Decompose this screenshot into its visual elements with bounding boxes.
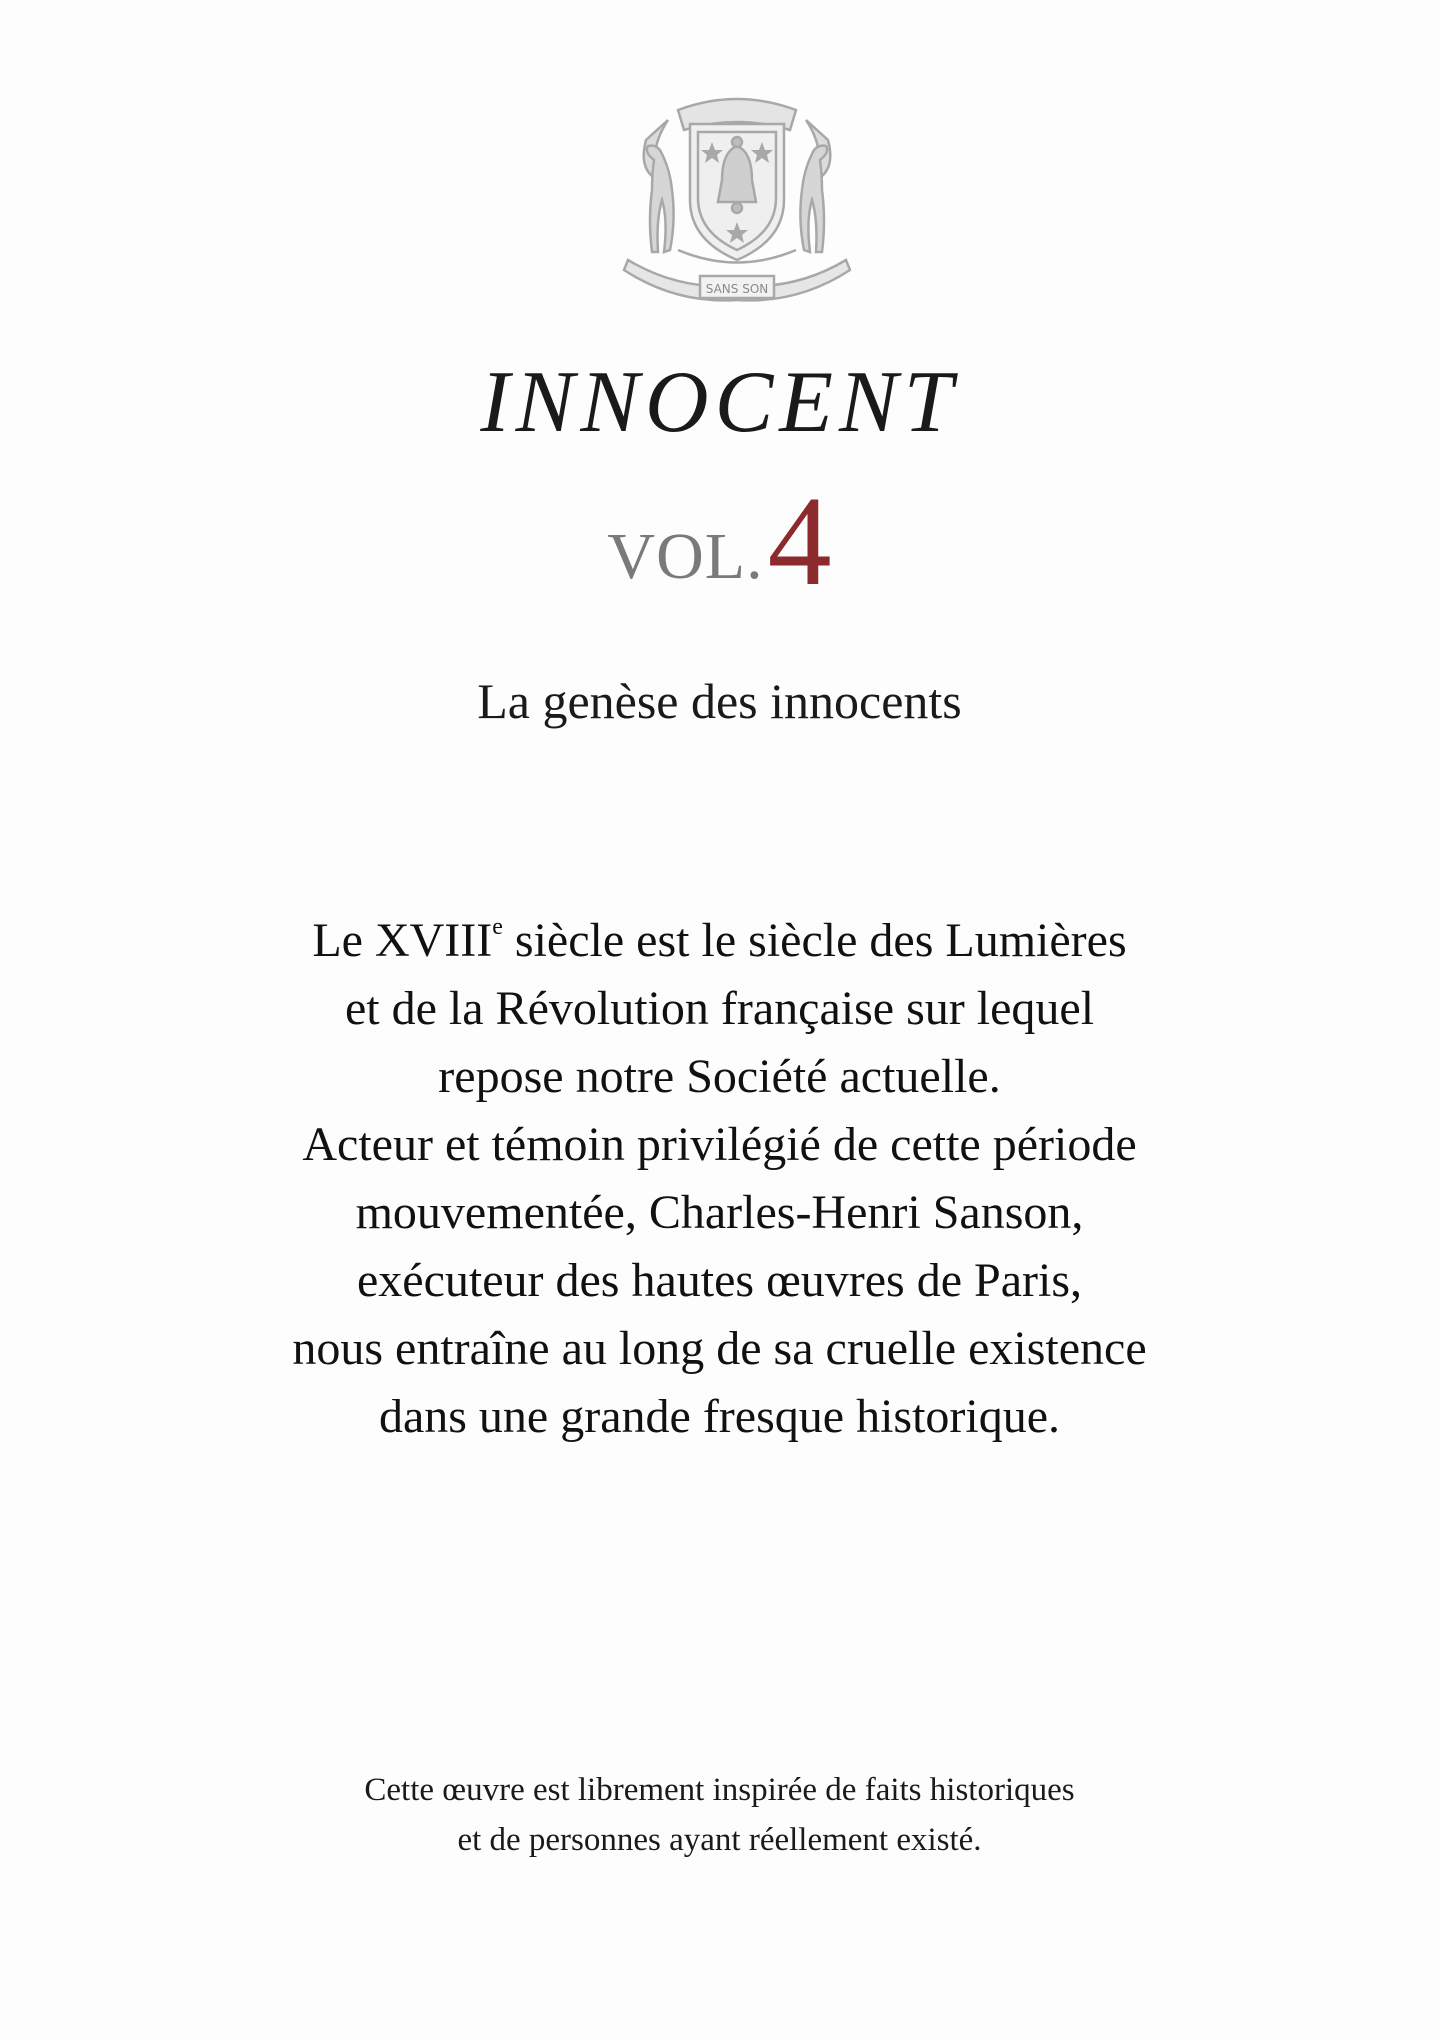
synopsis-line: mouvementée, Charles-Henri Sanson, [355,1186,1084,1239]
synopsis-line: exécuteur des hautes œuvres de Paris, [356,1254,1083,1307]
volume-label: VOL. [607,520,764,593]
synopsis-line: nous entraîne au long de sa cruelle existence [292,1322,1147,1375]
disclaimer [0,1765,1439,1865]
synopsis-line: et de la Révolution française sur lequel [344,982,1095,1035]
disclaimer-line: et de personnes ayant réellement existé. [457,1822,982,1858]
volume-subtitle: La genèse des innocents [477,673,962,729]
book-title: INNOCENT [480,354,959,451]
coat-of-arms-icon [618,90,856,312]
synopsis-line [0,907,1439,975]
crest-motto: SANS SON [705,282,769,296]
synopsis-line: repose notre Société actuelle. [438,1050,1001,1103]
synopsis-line: Acteur et témoin privilégié de cette période [302,1118,1137,1171]
century-superscript: e [492,914,503,940]
volume-number: 4 [767,470,832,612]
synopsis-line-start: Le XVIII [312,914,493,967]
synopsis [0,907,1439,1451]
disclaimer-line: Cette œuvre est librement inspirée de faits historiques [364,1772,1075,1808]
synopsis-line-end: siècle est le siècle des Lumières [502,914,1127,967]
synopsis-line: dans une grande fresque historique. [378,1390,1061,1443]
volume-heading [0,462,1439,612]
